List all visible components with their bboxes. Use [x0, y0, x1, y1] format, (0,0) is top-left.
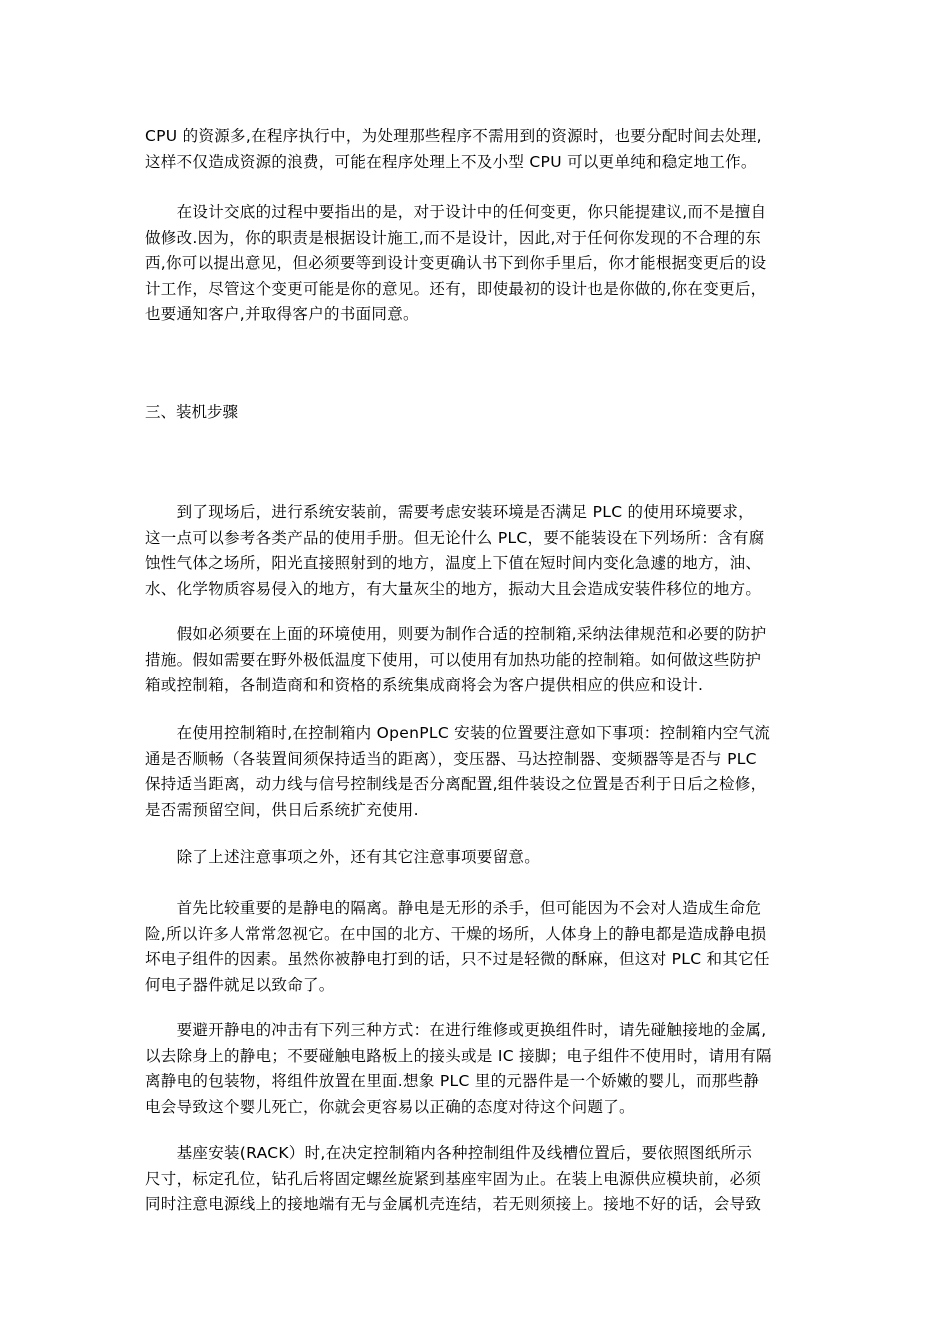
text-line: 以去除身上的静电；不要碰触电路板上的接头或是 IC 接脚；电子组件不使用时，请用有隔: [145, 1046, 772, 1065]
paragraph-cpu-resources: [145, 124, 807, 175]
text-line: 蚀性气体之场所，阳光直接照射到的地方，温度上下值在短时间内变化急遽的地方，油、: [145, 554, 762, 572]
paragraph-design-changes: [145, 200, 807, 328]
text-line: 这样不仅造成资源的浪费，可能在程序处理上不及小型 CPU 可以更单纯和稳定地工作。: [145, 152, 757, 171]
paragraph-static-isolation: [145, 896, 807, 998]
text-line: 电会导致这个婴儿死亡，你就会更容易以正确的态度对待这个问题了。: [145, 1097, 635, 1116]
text-line: 离静电的包装物，将组件放置在里面.想象 PLC 里的元器件是一个娇嫩的婴儿，而那些静: [145, 1072, 760, 1090]
text-line: 假如必须要在上面的环境使用，则要为制作合适的控制箱,采纳法律规范和必要的防护: [145, 625, 767, 643]
text-line: 在设计交底的过程中要指出的是，对于设计中的任何变更，你只能提建议,而不是擅自: [145, 203, 767, 221]
paragraph-enclosure: [145, 622, 807, 699]
text-line: 首先比较重要的是静电的隔离。静电是无形的杀手，但可能因为不会对人造成生命危: [145, 899, 762, 917]
section-heading: 三、装机步骤: [145, 403, 239, 421]
text-line: 到了现场后，进行系统安装前，需要考虑安装环境是否满足 PLC 的使用环境要求，: [145, 503, 754, 521]
text-line: 要避开静电的冲击有下列三种方式：在进行维修或更换组件时，请先碰触接地的金属,: [145, 1021, 767, 1039]
text-line: 在使用控制箱时,在控制箱内 OpenPLC 安装的位置要注意如下事项：控制箱内空气流: [145, 724, 771, 742]
text-line: 保持适当距离，动力线与信号控制线是否分离配置,组件装设之位置是否利于日后之检修，: [145, 775, 767, 793]
text-line: 箱或控制箱，各制造商和和资格的系统集成商将会为客户提供相应的供应和设计.: [145, 676, 704, 694]
text-line: 除了上述注意事项之外，还有其它注意事项要留意。: [145, 848, 541, 866]
text-line: 基座安装(RACK）时,在决定控制箱内各种控制组件及线槽位置后，要依照图纸所示: [145, 1144, 753, 1162]
text-line: 做修改.因为，你的职责是根据设计施工,而不是设计，因此,对于任何你发现的不合理的东: [145, 228, 762, 247]
text-line: 险,所以许多人常常忽视它。在中国的北方、干燥的场所，人体身上的静电都是造成静电损: [145, 924, 767, 943]
paragraph-other-notes: [145, 845, 807, 871]
text-line: 也要通知客户,并取得客户的书面同意。: [145, 305, 419, 323]
text-line: 水、化学物质容易侵入的地方，有大量灰尘的地方，振动大且会造成安装件移位的地方。: [145, 579, 762, 598]
paragraph-site-environment: [145, 500, 807, 602]
text-line: 同时注意电源线上的接地端有无与金属机壳连结，若无则须接上。接地不好的话，会导致: [145, 1195, 762, 1213]
paragraph-avoid-static: [145, 1018, 807, 1120]
text-line: 尺寸，标定孔位，钻孔后将固定螺丝旋紧到基座牢固为止。在装上电源供应模块前，必须: [145, 1169, 762, 1188]
text-line: 西,你可以提出意见，但必须要等到设计变更确认书下到你手里后，你才能根据变更后的设: [145, 254, 767, 272]
text-line: CPU 的资源多,在程序执行中，为处理那些程序不需用到的资源时，也要分配时间去处理,: [145, 127, 762, 145]
text-line: 措施。假如需要在野外极低温度下使用，可以使用有加热功能的控制箱。如何做这些防护: [145, 650, 762, 669]
text-line: 坏电子组件的因素。虽然你被静电打到的话，只不过是轻微的酥麻，但这对 PLC 和其它任: [145, 950, 770, 968]
text-line: 计工作，尽管这个变更可能是你的意见。还有，即使最初的设计也是你做的,你在变更后，: [145, 279, 767, 298]
text-line: 是否需预留空间，供日后系统扩充使用.: [145, 800, 419, 819]
paragraph-rack-installation: [145, 1141, 807, 1218]
text-line: 通是否顺畅（各装置间须保持适当的距离），变压器、马达控制器、变频器等是否与 PLC: [145, 749, 757, 768]
paragraph-control-cabinet: [145, 721, 807, 823]
text-line: 何电子器件就足以致命了。: [145, 975, 335, 994]
text-line: 这一点可以参考各类产品的使用手册。但无论什么 PLC，要不能装设在下列场所：含有腐: [145, 528, 765, 547]
